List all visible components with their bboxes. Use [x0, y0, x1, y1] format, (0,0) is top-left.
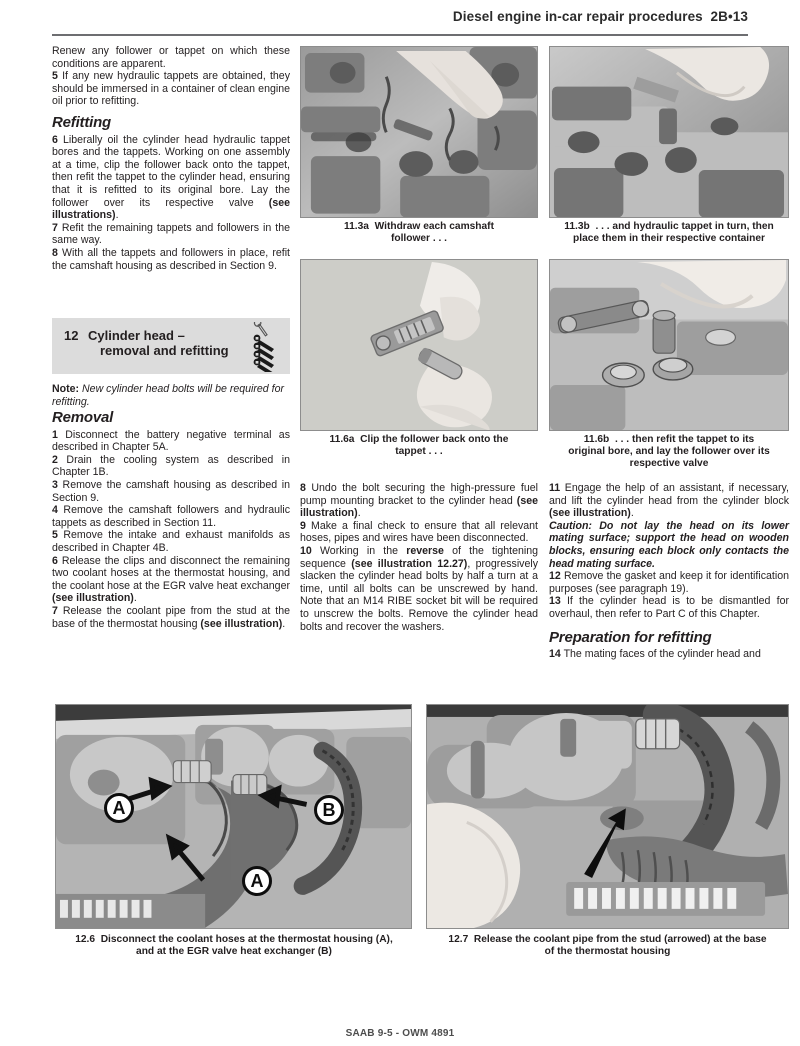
figure-caption-line1: Withdraw each camshaft: [374, 221, 494, 232]
paragraph-text: Working in the: [320, 544, 407, 557]
see-illustrations-ref: (see illustrations): [52, 196, 290, 222]
paragraph-3: [52, 479, 290, 504]
figure-marker-a1: A: [104, 793, 134, 823]
paragraph-number: 5: [52, 529, 58, 542]
note-block: [52, 383, 290, 408]
page-header-text: [453, 9, 748, 24]
figure-caption-line1: Clip the follower back onto the: [360, 434, 509, 445]
figure-ref: 12.7: [448, 934, 469, 945]
section-title-line2: removal and refitting: [100, 343, 229, 358]
paragraph-9: [300, 520, 538, 545]
paragraph-text: Refit the remaining tappets and followers in the same way.: [52, 221, 290, 247]
paragraph-text-end: .: [357, 507, 361, 520]
paragraph-4: [52, 504, 290, 529]
spanners-rating-icon: [248, 322, 282, 372]
page-header-title: Diesel engine in-car repair procedures: [452, 9, 703, 24]
removal-text-column: [52, 409, 290, 630]
see-illustration-ref: (see illustration): [300, 494, 538, 520]
see-illustration-ref: (see illustration): [52, 592, 134, 605]
section-title-line1: Cylinder head –: [88, 328, 185, 343]
paragraph-text: With all the tappets and followers in place, refit the camshaft housing as described in Section 9.: [52, 246, 290, 272]
heading-removal: Removal: [52, 409, 114, 426]
figure-11-6b-photo: [549, 259, 789, 431]
paragraph-text: Make a final check to ensure that all relevant hoses, pipes and wires have been disconnected.: [300, 519, 538, 545]
paragraph-text: Disconnect the battery negative terminal as described in Chapter 5A.: [52, 428, 290, 454]
paragraph-number: 13: [549, 595, 561, 608]
figure-11-3a-caption: [300, 221, 538, 245]
paragraph-number: 7: [52, 604, 58, 617]
paragraph-6b: [52, 555, 290, 605]
page-number: 2B•13: [710, 9, 748, 24]
figure-11-6a-photo: [300, 259, 538, 431]
paragraph-number: 6: [52, 554, 58, 567]
paragraph-7b: [52, 605, 290, 630]
figure-ref: 11.6b: [583, 434, 610, 445]
paragraph-text-end: .: [133, 592, 137, 605]
paragraph-10: [300, 545, 538, 633]
paragraph-number: 2: [52, 453, 58, 466]
paragraph-number: 6: [52, 133, 58, 146]
paragraph-text: Release the clips and disconnect the remaining two coolant hoses at the thermostat housing, and the coolant hose at the EGR valve heat exchanger: [52, 554, 290, 592]
figure-11-3b-photo: [549, 46, 789, 218]
right-text-column: [549, 482, 789, 661]
paragraph-8: [52, 247, 290, 272]
paragraph-text-end: .: [115, 209, 119, 222]
page-header: [52, 8, 748, 34]
paragraph-number: 9: [300, 519, 306, 532]
paragraph-6: [52, 134, 290, 222]
paragraph-2: [52, 454, 290, 479]
paragraph-7: [52, 222, 290, 247]
paragraph-text: The mating faces of the cylinder head and: [563, 648, 761, 661]
figure-12-7-caption: [424, 934, 791, 958]
figure-11-6b-caption: [549, 434, 789, 470]
figure-marker-b: B: [314, 795, 344, 825]
see-illustration-1227-ref: (see illustration 12.27): [351, 557, 468, 570]
figure-caption-line3: respective valve: [629, 458, 709, 469]
figure-ref: 11.3a: [344, 221, 369, 232]
figure-ref: 11.3b: [564, 221, 590, 232]
paragraph-number: 8: [52, 246, 58, 259]
note-text: New cylinder head bolts will be required for refitting.: [52, 383, 285, 408]
paragraph-number: 14: [549, 648, 561, 661]
paragraph-text: Liberally oil the cylinder head hydraulic tappet bores and the tappets. Working on one assembly at a time, clip the follower back onto the tappet, then refit the tappet to the cylinder head, ensuring that it is refitted to its original bore. Lay the follower over its respective valve: [52, 133, 290, 209]
paragraph-text: Remove the gasket and keep it for identification purposes (see paragraph 19).: [549, 570, 789, 595]
paragraph-text: Drain the cooling system as described in Chapter 1B.: [52, 453, 290, 479]
paragraph-1: [52, 429, 290, 454]
paragraph-text: Release the coolant pipe from the stud at the base of the thermostat housing: [52, 604, 290, 630]
paragraph-text-end: .: [630, 507, 634, 520]
paragraph-13: [549, 595, 789, 620]
paragraph-14: [549, 648, 789, 661]
figure-caption-line1: Disconnect the coolant hoses at the thermostat housing (A),: [100, 934, 393, 945]
paragraph-number: 4: [52, 504, 58, 517]
section-number: 12: [64, 328, 79, 343]
see-illustration-ref: (see illustration): [200, 617, 283, 630]
paragraph-text: Remove the camshaft housing as described in Section 9.: [52, 478, 290, 504]
paragraph-12: [549, 570, 789, 595]
paragraph-number: 10: [300, 544, 312, 557]
paragraph-number: 3: [52, 478, 58, 491]
figure-caption-line2: and at the EGR valve heat exchanger (B): [136, 946, 332, 957]
section-title: [88, 328, 258, 358]
paragraph-continuation: Renew any follower or tappet on which these conditions are apparent.: [52, 45, 290, 70]
heading-preparation-for-refitting: Preparation for refitting: [549, 628, 712, 646]
figure-caption-line2: follower . . .: [390, 233, 448, 244]
figure-12-6-caption: [48, 934, 420, 958]
caution-note: Caution: Do not lay the head on its lower mating surface; support the head on wooden blocks, ensuring each block only contacts the head mating surface.: [549, 519, 789, 570]
paragraph-number: 11: [549, 482, 561, 494]
paragraph-number: 5: [52, 70, 58, 83]
figure-12-6-photo: [55, 704, 412, 929]
figure-caption-line2: tappet . . .: [395, 446, 443, 457]
figure-caption-line1: . . . then refit the tappet to its: [614, 434, 755, 445]
paragraph-number: 7: [52, 221, 58, 234]
figure-marker-a2: A: [242, 866, 272, 896]
left-text-column: [52, 45, 290, 272]
paragraph-text-end: .: [282, 617, 286, 630]
paragraph-11: [549, 482, 789, 520]
middle-text-column: [300, 482, 538, 633]
figure-caption-line2: of the thermostat housing: [544, 946, 671, 957]
paragraph-5b: [52, 529, 290, 554]
header-divider: [52, 34, 748, 36]
emphasis-reverse: reverse: [406, 544, 444, 557]
figure-caption-line1: . . . and hydraulic tappet in turn, then: [595, 221, 774, 232]
paragraph-text: Engage the help of an assistant, if necessary, and lift the cylinder head from the cylinder block: [549, 482, 789, 507]
note-label: Note:: [52, 383, 80, 395]
see-illustration-ref: (see illustration): [549, 507, 631, 520]
figure-11-3b-caption: [549, 221, 789, 245]
paragraph-text-end: , progressively slacken the cylinder head bolts by half a turn at a time, until all bolts can be unscrewed by hand. Note that an M14 RIBE socket bit will be required to unscrew the bolts. Remove the cylinder head bolts and recover the washers.: [300, 557, 539, 633]
figure-caption-line2: original bore, and lay the follower over its: [568, 446, 770, 457]
paragraph-text: If the cylinder head is to be dismantled for overhaul, then refer to Part C of this Chapter.: [549, 595, 789, 620]
figure-ref: 12.6: [75, 934, 96, 945]
figure-ref: 11.6a: [329, 434, 355, 445]
paragraph-text: Undo the bolt securing the high-pressure fuel pump mounting bracket to the cylinder head: [300, 482, 538, 507]
paragraph-text: If any new hydraulic tappets are obtained, they should be immersed in a container of clean engine oil prior to refitting.: [52, 70, 290, 108]
section-heading-box: [52, 318, 290, 374]
figure-11-6a-caption: [300, 434, 538, 458]
figure-caption-line2: place them in their respective container: [573, 233, 765, 244]
paragraph-8c: [300, 482, 538, 520]
figure-12-7-photo: [426, 704, 789, 929]
paragraph-text: Remove the camshaft followers and hydraulic tappets as described in Section 11.: [52, 504, 290, 529]
figure-11-3a-photo: [300, 46, 538, 218]
figure-caption-line1: Release the coolant pipe from the stud (arrowed) at the base: [473, 934, 767, 945]
paragraph-text: Remove the intake and exhaust manifolds as described in Chapter 4B.: [52, 529, 290, 554]
page-footer: SAAB 9-5 - OWM 4891: [345, 1028, 455, 1039]
heading-refitting: Refitting: [52, 113, 112, 131]
paragraph-number: 12: [549, 570, 561, 583]
paragraph-5: [52, 70, 290, 108]
paragraph-number: 1: [52, 428, 58, 441]
paragraph-number: 8: [300, 482, 306, 494]
paragraph-text: of the tightening sequence: [300, 544, 538, 570]
